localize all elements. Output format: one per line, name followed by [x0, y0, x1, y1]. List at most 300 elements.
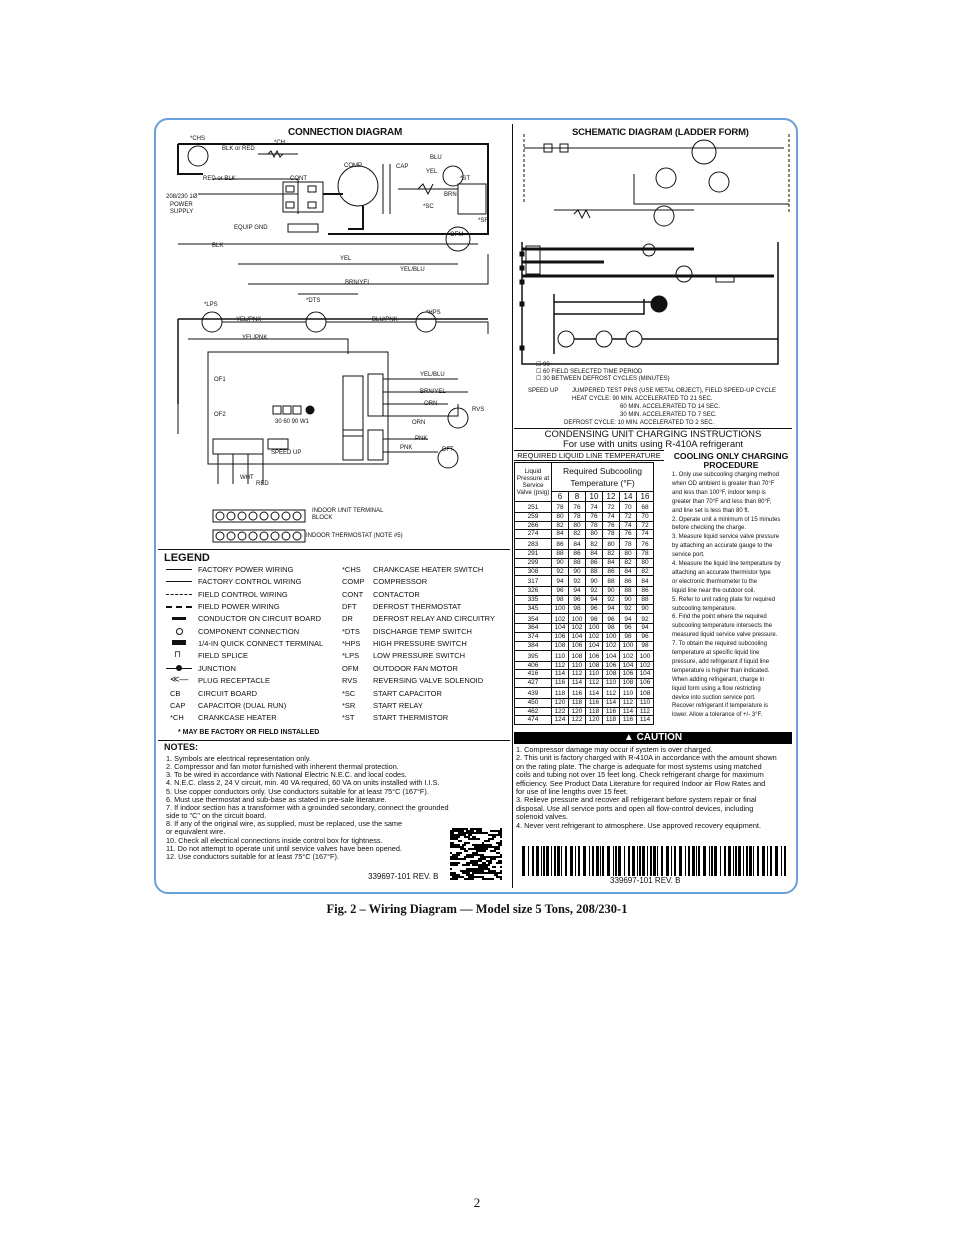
table-cell: 74: [603, 512, 620, 521]
table-cell: 112: [569, 670, 586, 679]
legend-left-item: 1/4-IN QUICK CONNECT TERMINAL: [198, 639, 324, 649]
qr-module: [484, 846, 486, 848]
caution-label: CAUTION: [636, 732, 683, 743]
qr-module: [462, 830, 464, 832]
barcode-bar: [657, 846, 658, 876]
qr-module: [476, 868, 478, 870]
legend-footnote: * MAY BE FACTORY OR FIELD INSTALLED: [178, 729, 320, 736]
qr-module: [496, 852, 498, 854]
table-cell: 76: [569, 502, 586, 513]
table-cell: 100: [603, 633, 620, 642]
qr-module: [480, 872, 482, 874]
qr-module: [456, 876, 458, 878]
legend-left-abbr: *CH: [170, 713, 184, 723]
barcode-bar: [674, 846, 676, 876]
qr-module: [500, 860, 502, 862]
qr-module: [498, 872, 500, 874]
label-pnk: PNK: [415, 436, 428, 442]
qr-module: [458, 862, 460, 864]
table-cell: 76: [637, 539, 654, 550]
qr-module: [484, 862, 486, 864]
qr-module: [466, 828, 468, 830]
qr-module: [480, 856, 482, 858]
table-cell: 108: [603, 670, 620, 679]
qr-module: [474, 838, 476, 840]
table-cell: 102: [620, 650, 637, 661]
qr-module: [466, 872, 468, 874]
qr-module: [456, 834, 458, 836]
qr-module: [490, 878, 492, 880]
table-cell: 374: [515, 633, 552, 642]
legend-left-item: FIELD CONTROL WIRING: [198, 589, 288, 599]
qr-module: [452, 872, 454, 874]
table-cell: 90: [603, 587, 620, 596]
barcode-bar: [546, 846, 549, 876]
qr-module: [476, 852, 478, 854]
barcode-bar: [565, 846, 567, 876]
barcode-bar: [653, 846, 656, 876]
table-cell: 118: [603, 716, 620, 725]
table-cell: 120: [586, 716, 603, 725]
qr-module: [484, 858, 486, 860]
qr-module: [474, 832, 476, 834]
caution-note: coils and tubing not over 15 feet long. Check refrigerant charge for maximum: [516, 770, 764, 780]
procedure-line: lower. Allow a tolerance of +/- 3°F.: [672, 712, 763, 719]
barcode-bar: [724, 846, 726, 876]
note-line: 3. To be wired in accordance with National Electric N.E.C. and local codes.: [166, 770, 407, 780]
table-cell: 74: [620, 521, 637, 530]
subcool-header: Required Subcooling Temperature (°F): [552, 463, 654, 492]
qr-module: [482, 866, 484, 868]
table-cell: 90: [569, 567, 586, 576]
barcode-bar: [532, 846, 534, 876]
table-cell: 96: [552, 587, 569, 596]
procedure-line: When adding refrigerant, charge in: [672, 676, 765, 683]
table-cell: 72: [603, 502, 620, 513]
qr-module: [472, 876, 474, 878]
qr-module: [482, 832, 484, 834]
table-cell: 106: [552, 633, 569, 642]
legend-left-item: CAPACITOR (DUAL RUN): [198, 700, 287, 710]
procedure-line: liquid form using a flow restricting: [672, 685, 761, 692]
qr-module: [456, 862, 458, 864]
table-row: [515, 595, 654, 604]
barcode-bar: [589, 846, 590, 876]
barcode-bar: [743, 846, 744, 876]
qr-module: [482, 862, 484, 864]
qr-module: [466, 874, 468, 876]
barcode-bar: [679, 846, 682, 876]
qr-module: [468, 832, 470, 834]
barcode-bar: [528, 846, 529, 876]
qr-module: [472, 878, 474, 880]
barcode-bar: [781, 846, 782, 876]
qr-module: [494, 870, 496, 872]
label-orn: ORN: [424, 401, 438, 407]
qr-module: [458, 844, 460, 846]
legend-right-item: START RELAY: [373, 700, 423, 710]
table-cell: 88: [637, 595, 654, 604]
table-row: [515, 530, 654, 539]
heat-cycle-3: 30 MIN. ACCELERATED TO 7 SEC.: [620, 412, 717, 418]
qr-module: [450, 834, 452, 836]
qr-module: [458, 840, 460, 842]
qr-module: [474, 872, 476, 874]
connection-diagram: [158, 134, 510, 546]
table-cell: 110: [552, 650, 569, 661]
schematic-title: SCHEMATIC DIAGRAM (LADDER FORM): [572, 127, 749, 138]
table-cell: 124: [552, 716, 569, 725]
barcode-bar: [692, 846, 695, 876]
legend-right-abbr: *CHS: [342, 565, 361, 574]
barcode: [522, 846, 790, 876]
table-cell: 82: [586, 539, 603, 550]
label-wht: WHT: [240, 475, 254, 481]
qr-module: [470, 828, 472, 830]
procedure-line: 1. Only use subcooling charging method: [672, 472, 780, 478]
barcode-bar: [632, 846, 635, 876]
qr-module: [498, 846, 500, 848]
qr-module: [454, 834, 456, 836]
table-row: [515, 539, 654, 550]
table-cell: 80: [586, 530, 603, 539]
qr-module: [464, 850, 466, 852]
qr-module: [452, 856, 454, 858]
qr-module: [454, 876, 456, 878]
qr-module: [486, 848, 488, 850]
qr-module: [476, 860, 478, 862]
qr-module: [464, 864, 466, 866]
table-cell: 72: [620, 512, 637, 521]
qr-module: [454, 854, 456, 856]
table-cell: 100: [552, 604, 569, 613]
table-cell: 335: [515, 595, 552, 604]
qr-module: [488, 862, 490, 864]
qr-module: [470, 868, 472, 870]
qr-module: [484, 848, 486, 850]
barcode-bar: [711, 846, 713, 876]
table-cell: 345: [515, 604, 552, 613]
table-row: [515, 716, 654, 725]
qr-module: [472, 860, 474, 862]
qr-module: [500, 854, 502, 856]
qr-module: [464, 834, 466, 836]
notes-doc-number: 339697-101 REV. B: [368, 872, 439, 881]
label-timers: 30 60 90 W1: [275, 419, 310, 425]
legend-left-abbr: CAP: [170, 700, 186, 710]
qr-module: [476, 854, 478, 856]
qr-module: [482, 878, 484, 880]
label-red: RED: [256, 481, 269, 487]
qr-module: [468, 872, 470, 874]
label-yel: YEL: [426, 169, 438, 175]
notes-title: NOTES:: [164, 742, 199, 752]
barcode-bar: [543, 846, 545, 876]
barcode-bar: [661, 846, 663, 876]
qr-module: [454, 878, 456, 880]
qr-module: [490, 858, 492, 860]
table-cell: 122: [552, 707, 569, 716]
table-cell: 82: [603, 549, 620, 558]
qr-module: [492, 830, 494, 832]
qr-module: [464, 844, 466, 846]
label-dts: *DTS: [306, 298, 321, 304]
qr-module: [454, 836, 456, 838]
qr-module: [488, 834, 490, 836]
label-brn-yel: BRN/YEL: [345, 280, 371, 286]
qr-module: [500, 834, 502, 836]
table-cell: 80: [552, 512, 569, 521]
label-dft: DFT: [442, 447, 454, 453]
table-cell: 98: [620, 633, 637, 642]
caution-bar: ▲ CAUTION: [514, 732, 792, 744]
qr-module: [466, 830, 468, 832]
qr-module: [456, 844, 458, 846]
qr-module: [470, 860, 472, 862]
table-cell: 114: [620, 707, 637, 716]
qr-module: [456, 878, 458, 880]
legend-right-abbr: *HPS: [342, 639, 361, 649]
qr-module: [462, 870, 464, 872]
qr-module: [494, 846, 496, 848]
qr-module: [492, 878, 494, 880]
qr-module: [480, 870, 482, 872]
qr-module: [488, 856, 490, 858]
qr-module: [470, 878, 472, 880]
barcode-bar: [602, 846, 604, 876]
table-cell: 106: [603, 661, 620, 670]
table-cell: 112: [620, 698, 637, 707]
qr-module: [456, 874, 458, 876]
qr-module: [488, 838, 490, 840]
legend-left-item: CRANKCASE HEATER: [198, 713, 277, 723]
table-cell: 326: [515, 587, 552, 596]
caution-note: on the rating plate. The charge is adequate for most systems using matched: [516, 761, 762, 771]
table-cell: 395: [515, 650, 552, 661]
barcode-bar: [637, 846, 638, 876]
table-row: [515, 587, 654, 596]
table-cell: 104: [637, 670, 654, 679]
table-cell: 102: [603, 641, 620, 650]
qr-module: [464, 848, 466, 850]
barcode-bar: [738, 846, 741, 876]
qr-module: [478, 858, 480, 860]
qr-module: [496, 876, 498, 878]
qr-module: [454, 864, 456, 866]
qr-module: [472, 868, 474, 870]
table-cell: 94: [552, 576, 569, 587]
heat-cycle-1: HEAT CYCLE: 90 MIN. ACCELERATED TO 21 SEC.: [572, 396, 713, 402]
qr-module: [490, 870, 492, 872]
subcool-value: 12: [603, 492, 620, 502]
qr-module: [468, 834, 470, 836]
qr-module: [500, 866, 502, 868]
qr-module: [500, 870, 502, 872]
qr-module: [488, 878, 490, 880]
qr-module: [480, 868, 482, 870]
qr-module: [492, 834, 494, 836]
qr-module: [460, 848, 462, 850]
timer-60: ☐ 60 FIELD SELECTED TIME PERIOD: [536, 369, 643, 375]
table-cell: 108: [569, 650, 586, 661]
qr-module: [486, 872, 488, 874]
qr-module: [466, 850, 468, 852]
qr-module: [462, 848, 464, 850]
qr-module: [486, 844, 488, 846]
qr-module: [492, 870, 494, 872]
procedure-line: 5. Refer to unit rating plate for required: [672, 596, 776, 603]
qr-module: [498, 876, 500, 878]
legend-left-item: JUNCTION: [198, 663, 236, 673]
table-cell: 90: [637, 604, 654, 613]
table-cell: 108: [586, 661, 603, 670]
barcode-bar: [762, 846, 765, 876]
qr-module: [456, 854, 458, 856]
qr-module: [474, 868, 476, 870]
procedure-line: before checking the charge.: [672, 525, 747, 532]
table-cell: 120: [569, 707, 586, 716]
qr-module: [470, 854, 472, 856]
qr-module: [482, 864, 484, 866]
barcode-bar: [561, 846, 562, 876]
qr-module: [500, 832, 502, 834]
table-cell: 88: [569, 558, 586, 567]
table-cell: 80: [603, 539, 620, 550]
barcode-bar: [557, 846, 560, 876]
table-cell: 112: [603, 687, 620, 698]
qr-module: [452, 844, 454, 846]
barcode-bar: [583, 846, 586, 876]
qr-module: [498, 844, 500, 846]
qr-module: [498, 842, 500, 844]
qr-module: [480, 850, 482, 852]
table-cell: 308: [515, 567, 552, 576]
legend-right-item: CONTACTOR: [373, 589, 420, 599]
qr-module: [486, 860, 488, 862]
qr-module: [452, 830, 454, 832]
barcode-bar: [596, 846, 599, 876]
table-row: [515, 633, 654, 642]
qr-module: [478, 832, 480, 834]
note-line: 11. Do not attempt to operate unit until service valves have been opened.: [166, 843, 402, 853]
qr-module: [468, 842, 470, 844]
label-brn: BRN: [444, 192, 457, 198]
jumpered-label: JUMPERED TEST PINS (USE METAL OBJECT), FIELD SPEED-UP CYCLE: [572, 388, 777, 394]
table-cell: 106: [620, 670, 637, 679]
note-line: 6. Must use thermostat and sub-base as stated in pre-sale literature.: [166, 794, 387, 804]
legend-left-item: PLUG RECEPTACLE: [198, 676, 270, 686]
qr-module: [454, 846, 456, 848]
legend-symbol: [166, 664, 192, 669]
table-cell: 96: [637, 633, 654, 642]
qr-module: [490, 844, 492, 846]
label-yel-blu-2: YEL/BLU: [420, 372, 445, 378]
qr-module: [474, 836, 476, 838]
table-cell: 100: [620, 641, 637, 650]
barcode-bar: [570, 846, 573, 876]
label-comp: COMP: [344, 163, 362, 169]
qr-module: [474, 828, 476, 830]
table-title: REQUIRED LIQUID LINE TEMPERATURE: [514, 450, 664, 461]
qr-module: [488, 840, 490, 842]
qr-module: [474, 848, 476, 850]
qr-module: [492, 858, 494, 860]
table-cell: 364: [515, 624, 552, 633]
qr-module: [450, 842, 452, 844]
legend-symbol: [166, 577, 192, 582]
qr-module: [468, 876, 470, 878]
legend-divider: [158, 549, 510, 550]
procedure-line: when OD ambient is greater than 70°F: [672, 480, 775, 487]
qr-module: [500, 844, 502, 846]
caution-note: efficiency. See Product Data Literature for required Indoor air Flow Rates and: [516, 778, 766, 788]
qr-module: [492, 856, 494, 858]
qr-module: [478, 846, 480, 848]
table-cell: 108: [620, 679, 637, 688]
qr-module: [498, 852, 500, 854]
table-cell: 118: [586, 707, 603, 716]
qr-module: [450, 846, 452, 848]
barcode-bar: [671, 846, 672, 876]
table-cell: 450: [515, 698, 552, 707]
qr-module: [454, 858, 456, 860]
barcode-bar: [770, 846, 772, 876]
barcode-bar: [784, 846, 786, 876]
qr-module: [454, 856, 456, 858]
qr-module: [452, 836, 454, 838]
qr-module: [458, 832, 460, 834]
qr-module: [458, 852, 460, 854]
label-yel-2: YEL: [340, 256, 352, 262]
table-cell: 102: [586, 633, 603, 642]
legend-left-item: CIRCUIT BOARD: [198, 688, 258, 698]
qr-module: [482, 850, 484, 852]
figure-caption: Fig. 2 – Wiring Diagram — Model size 5 Tons, 208/230-1: [326, 902, 628, 916]
indoor-thermostat-label: INDOOR THERMOSTAT (NOTE #5): [306, 533, 403, 539]
barcode-bar: [554, 846, 556, 876]
legend-right-abbr: DFT: [342, 602, 357, 612]
procedure-line: subcooling temperature intersects the: [672, 623, 773, 630]
table-cell: 92: [552, 567, 569, 576]
qr-module: [456, 836, 458, 838]
table-cell: 92: [569, 576, 586, 587]
table-cell: 70: [620, 502, 637, 513]
page-number: 2: [473, 1195, 481, 1210]
table-cell: 317: [515, 576, 552, 587]
qr-module: [490, 856, 492, 858]
table-cell: 68: [637, 502, 654, 513]
subcooling-table: [514, 462, 654, 725]
qr-module: [462, 858, 464, 860]
qr-module: [498, 832, 500, 834]
procedure-line: attaching an accurate thermistor type: [672, 569, 771, 576]
table-cell: 462: [515, 707, 552, 716]
barcode-bar: [685, 846, 686, 876]
qr-module: [484, 864, 486, 866]
procedure-line: or electronic thermometer to the: [672, 578, 758, 585]
qr-module: [478, 838, 480, 840]
qr-module: [488, 870, 490, 872]
qr-module: [470, 848, 472, 850]
qr-module: [476, 870, 478, 872]
qr-module: [452, 858, 454, 860]
legend-right-item: START THERMISTOR: [373, 713, 449, 723]
qr-module: [450, 832, 452, 834]
qr-module: [478, 828, 480, 830]
qr-module: [470, 832, 472, 834]
barcode-bar: [618, 846, 621, 876]
table-row: [515, 558, 654, 567]
